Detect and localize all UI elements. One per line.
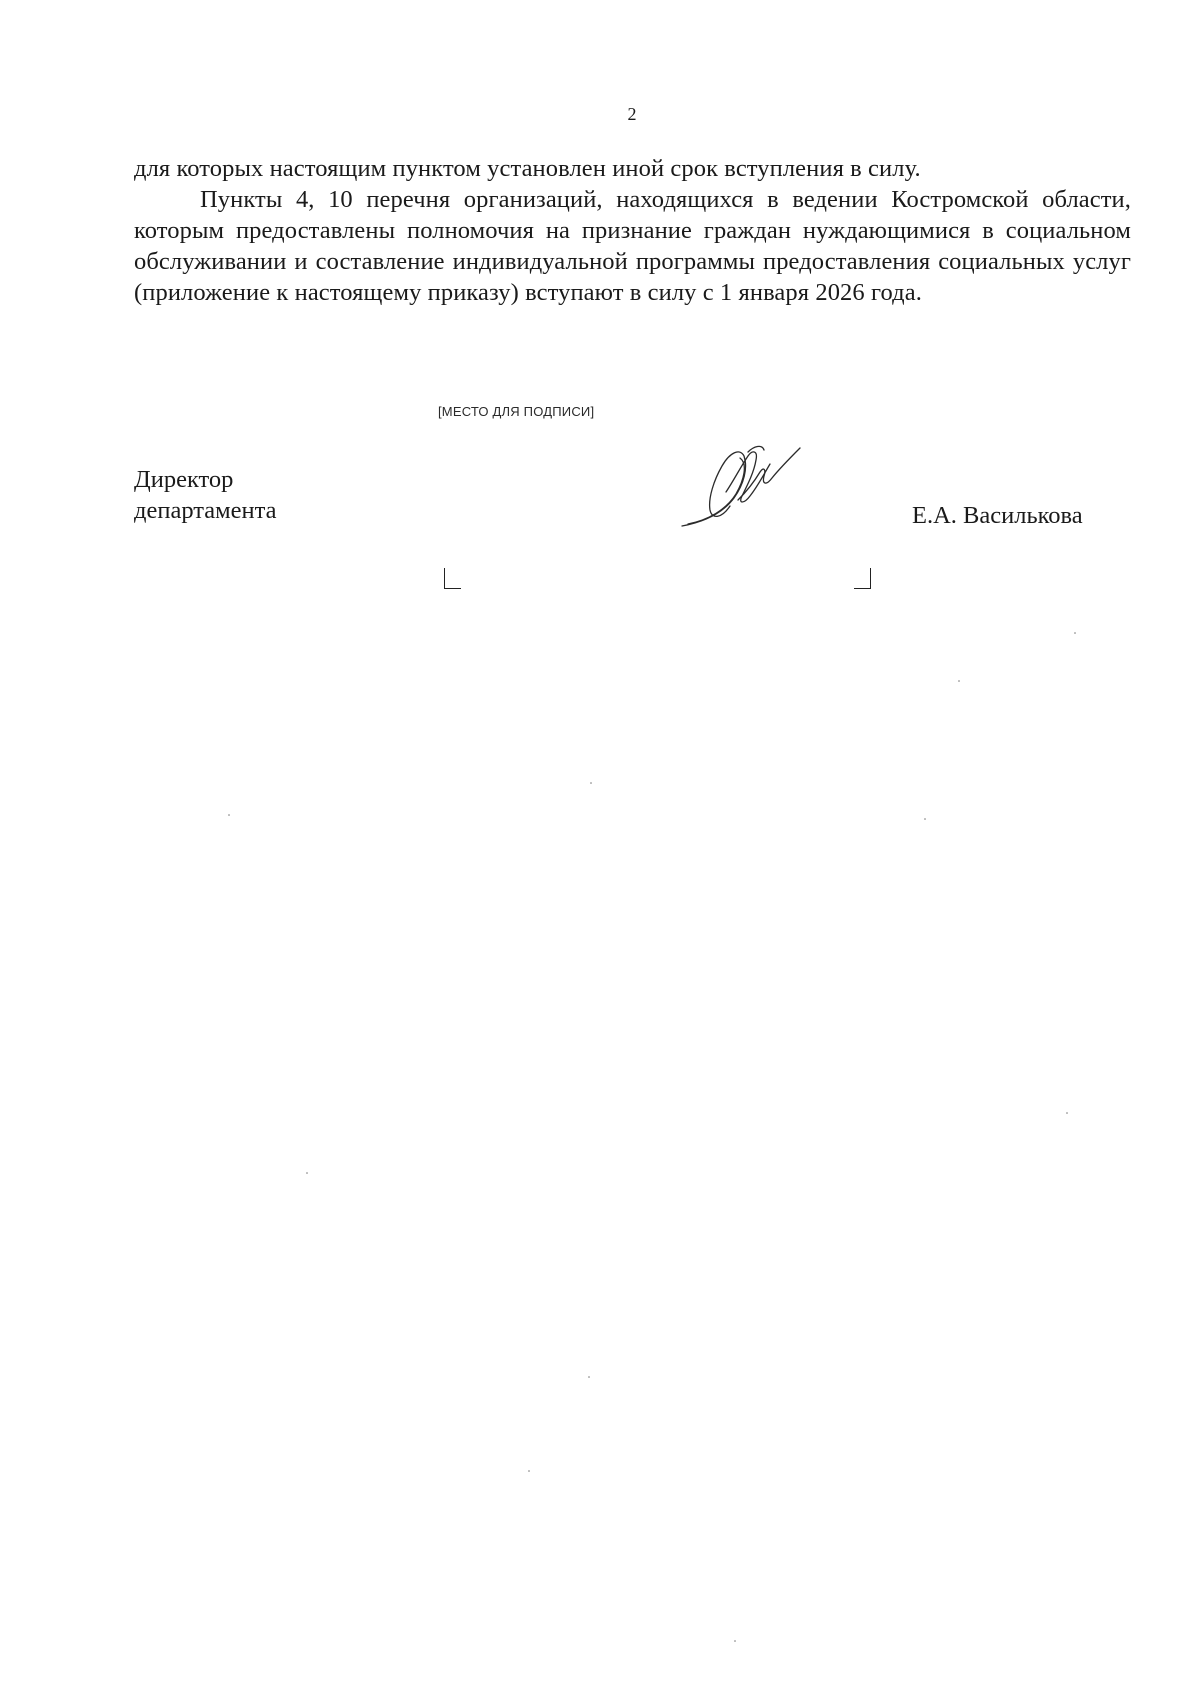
document-body [134, 153, 1131, 308]
signer-position [134, 464, 277, 526]
scan-speck [924, 818, 926, 820]
handwritten-signature [678, 440, 806, 536]
scan-speck [588, 1376, 590, 1378]
scan-speck [1074, 632, 1076, 634]
scan-speck [306, 1172, 308, 1174]
signer-position-line2: департамента [134, 497, 277, 524]
scan-speck [734, 1640, 736, 1642]
scan-speck [958, 680, 960, 682]
signature-frame-right-corner [854, 568, 871, 589]
scan-speck [228, 814, 230, 816]
scan-speck [1066, 1112, 1068, 1114]
scan-speck [590, 782, 592, 784]
page-number: 2 [627, 104, 637, 124]
scan-speck [528, 1470, 530, 1472]
signer-position-line1: Директор [134, 466, 234, 493]
signer-name: Е.А. Василькова [912, 502, 1083, 529]
signature-frame-left-corner [444, 568, 461, 589]
signature-placeholder: [МЕСТО ДЛЯ ПОДПИСИ] [438, 404, 595, 419]
paragraph-continuation: для которых настоящим пунктом установлен иной срок вступления в силу. [134, 155, 921, 182]
paragraph-effective-date: Пункты 4, 10 перечня организаций, находящихся в ведении Костромской области, которым предоставлены полномочия на признание граждан нуждающимися в социальном обслуживании и составление индивидуальной программы предоставления социальных услуг (приложение к настоящему приказу) вступают в силу с 1 января 2026 года. [134, 186, 1131, 306]
